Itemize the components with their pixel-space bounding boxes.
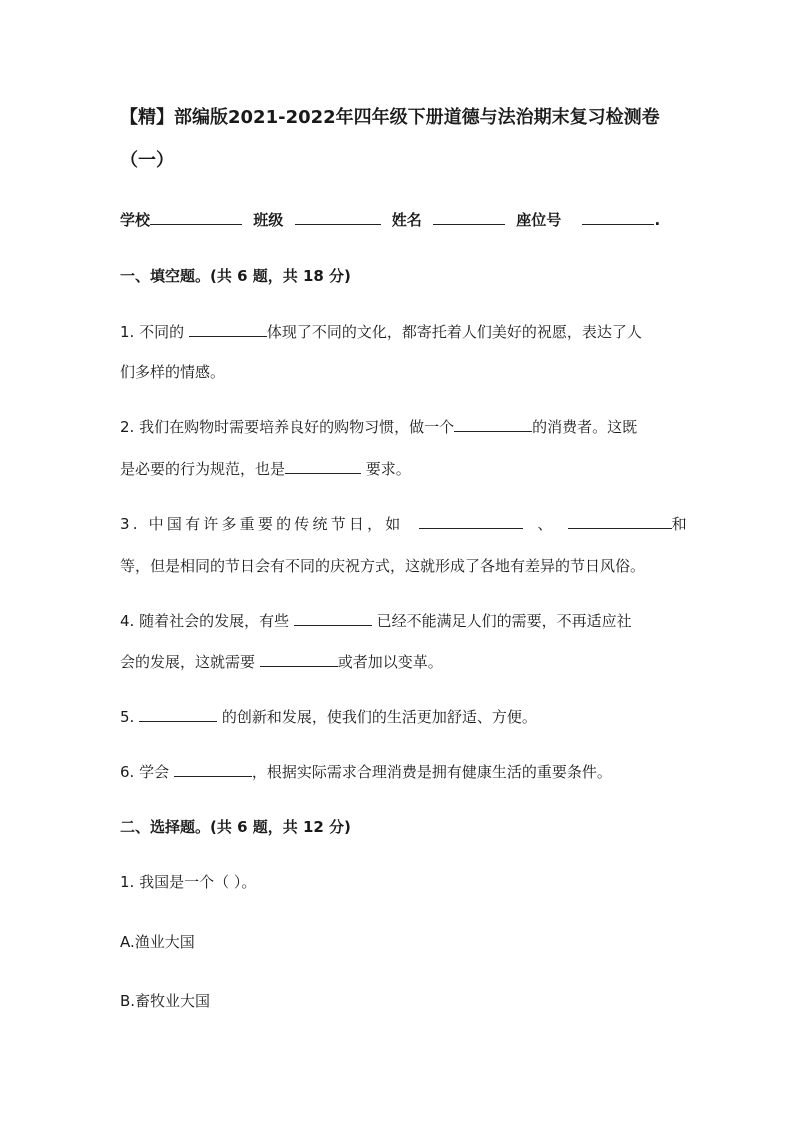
q3-separator: 、 bbox=[537, 515, 556, 533]
section1-heading: 一、填空题。(共 6 题，共 18 分) bbox=[120, 267, 351, 285]
q1-blank[interactable] bbox=[189, 322, 267, 337]
q2-blank-2[interactable] bbox=[285, 459, 361, 474]
q4-line-2 bbox=[120, 652, 443, 672]
q5-blank[interactable] bbox=[139, 707, 217, 722]
q4-blank-2[interactable] bbox=[260, 652, 338, 667]
q6-blank[interactable] bbox=[174, 762, 252, 777]
class-label: 班级 bbox=[253, 211, 284, 229]
q4-text-d: 或者加以变革。 bbox=[337, 653, 443, 671]
seat-blank[interactable] bbox=[582, 210, 654, 225]
q2-text-a: 2. 我们在购物时需要培养良好的购物习惯，做一个 bbox=[120, 418, 455, 436]
school-blank[interactable] bbox=[150, 210, 242, 225]
q4-text-b: 已经不能满足人们的需要，不再适应社 bbox=[371, 612, 632, 630]
fill-question-4 bbox=[120, 611, 632, 631]
q3-text-c: 等，但是相同的节日会有不同的庆祝方式，这就形成了各地有差异的节日风俗。 bbox=[120, 557, 646, 575]
q3-blank-2[interactable] bbox=[568, 514, 672, 529]
name-label: 姓名 bbox=[391, 211, 422, 229]
q6-text-a: 6. 学会 bbox=[120, 763, 174, 781]
q5-text-a: 5. bbox=[120, 708, 140, 726]
q4-text-c: 会的发展，这就需要 bbox=[120, 653, 260, 671]
q1-text-b: 体现了不同的文化，都寄托着人们美好的祝愿，表达了人 bbox=[266, 323, 642, 341]
name-blank[interactable] bbox=[433, 210, 505, 225]
fill-question-6 bbox=[120, 762, 612, 782]
q2-text-b: 的消费者。这既 bbox=[532, 418, 638, 436]
q5-text-b: 的创新和发展，使我们的生活更加舒适、方便。 bbox=[217, 708, 537, 726]
doc-title-line1: 【精】部编版2021-2022年四年级下册道德与法治期末复习检测卷 bbox=[120, 107, 660, 128]
q6-text-b: ，根据实际需求合理消费是拥有健康生活的重要条件。 bbox=[251, 763, 612, 781]
q2-line-2 bbox=[120, 459, 411, 479]
section2-heading: 二、选择题。(共 6 题，共 12 分) bbox=[120, 818, 351, 836]
seat-label: 座位号 bbox=[516, 211, 562, 229]
class-blank[interactable] bbox=[295, 210, 381, 225]
option-b[interactable]: B.畜牧业大国 bbox=[120, 992, 211, 1010]
doc-title-line2: （一） bbox=[120, 150, 174, 171]
q3-text-b: 和 bbox=[671, 515, 690, 533]
q1-text-c: 们多样的情感。 bbox=[120, 363, 226, 381]
fill-question-5 bbox=[120, 707, 537, 727]
fill-question-3 bbox=[120, 514, 690, 534]
choice-question-1: 1. 我国是一个（ ）。 bbox=[120, 873, 257, 891]
school-label: 学校 bbox=[120, 211, 151, 229]
info-end: . bbox=[654, 211, 661, 229]
option-a[interactable]: A.渔业大国 bbox=[120, 933, 195, 951]
q4-blank-1[interactable] bbox=[294, 611, 372, 626]
q4-text-a: 4. 随着社会的发展，有些 bbox=[120, 612, 294, 630]
fill-question-1 bbox=[120, 322, 642, 342]
q3-blank-1[interactable] bbox=[419, 514, 523, 529]
q2-text-c: 是必要的行为规范，也是 bbox=[120, 460, 286, 478]
q3-text-a: 3. 中国有许多重要的传统节日，如 bbox=[120, 515, 412, 533]
q1-text-a: 1. 不同的 bbox=[120, 323, 189, 341]
q2-text-d: 要求。 bbox=[361, 460, 411, 478]
q2-blank-1[interactable] bbox=[454, 417, 532, 432]
fill-question-2 bbox=[120, 417, 637, 437]
student-info-row bbox=[120, 210, 660, 230]
